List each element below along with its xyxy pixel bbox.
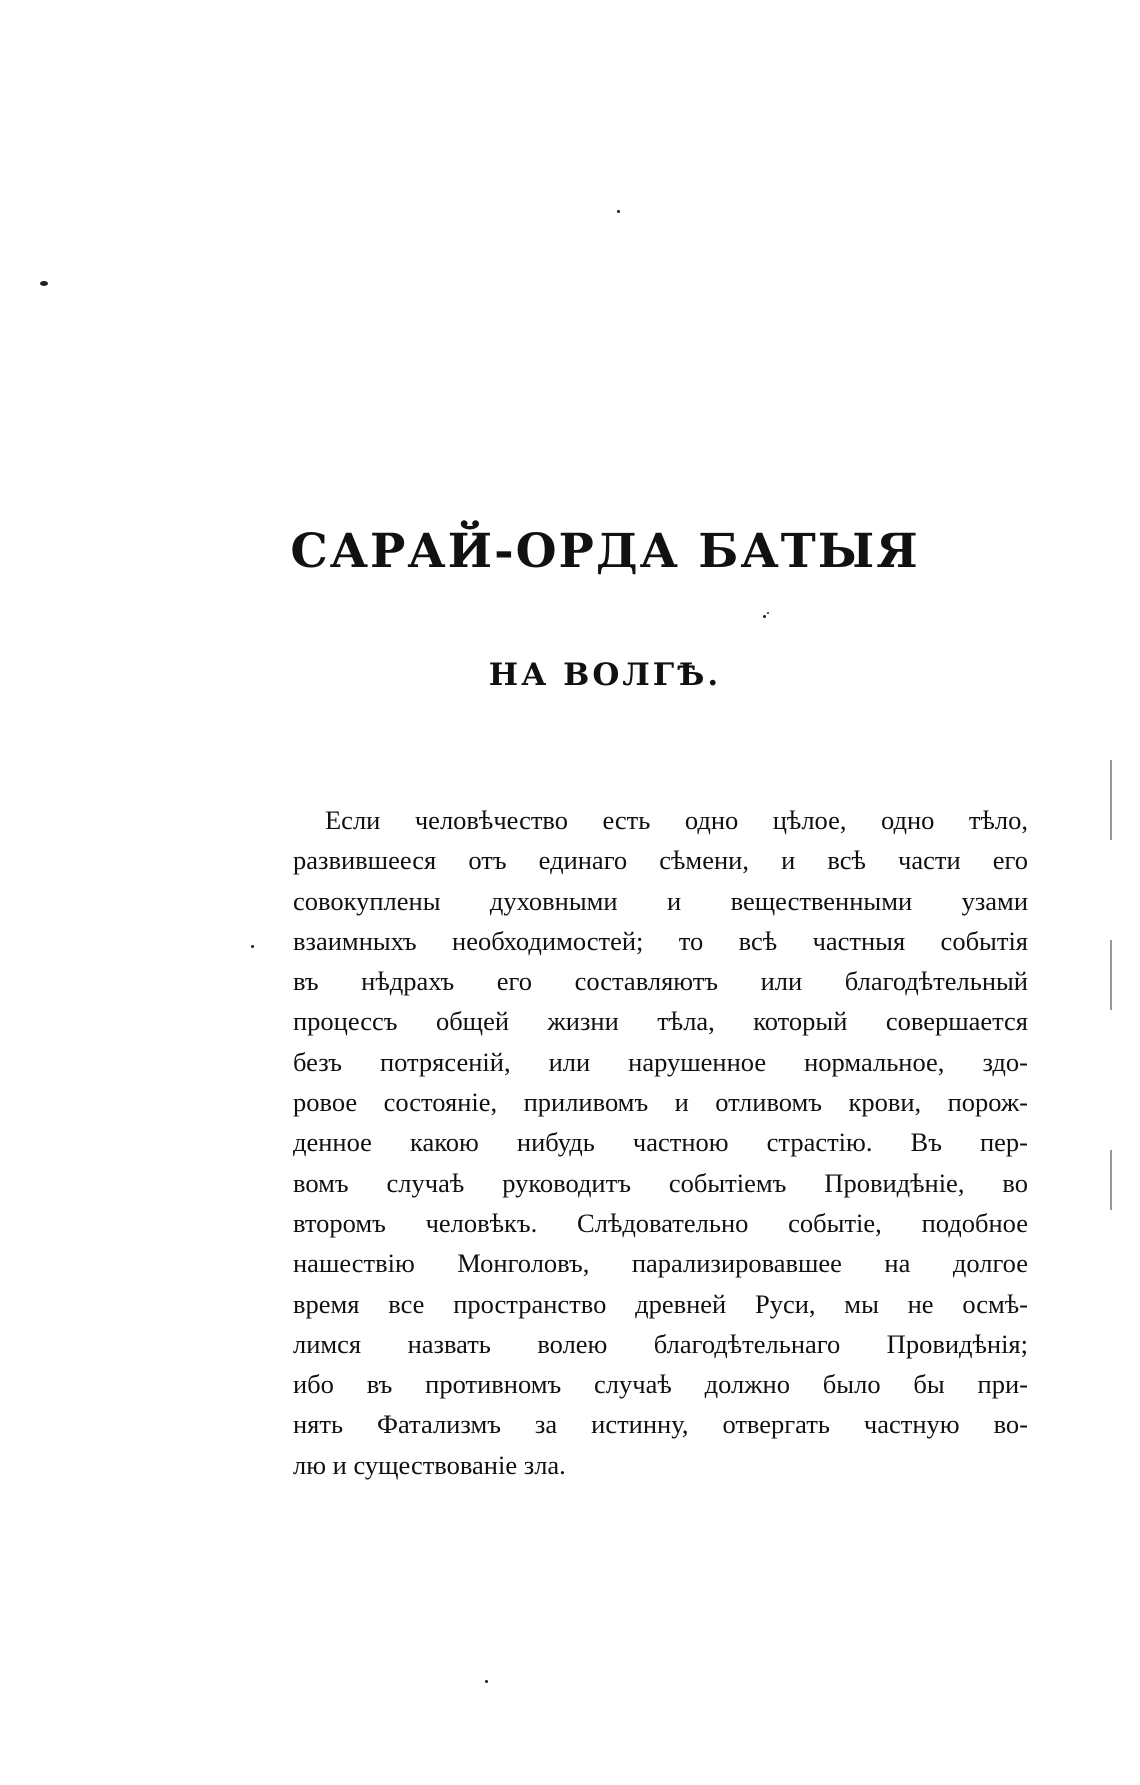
body-paragraph xyxy=(293,800,1028,1485)
page-edge-mark xyxy=(1110,940,1112,1010)
scan-speck xyxy=(251,945,254,948)
scan-speck xyxy=(40,281,48,286)
text-line: денное какою нибудь частною страстію. Въ пер- xyxy=(293,1127,1028,1158)
chapter-title: САРАЙ-ОРДА БАТЫЯ xyxy=(290,524,920,579)
text-line: взаимныхъ необходимостей; то всѣ частныя событія xyxy=(293,925,1028,956)
text-line: Если человѣчество есть одно цѣлое, одно тѣло, xyxy=(325,805,1028,835)
text-line: ровое состояніе, приливомъ и отливомъ крови, порож- xyxy=(293,1087,1028,1118)
text-line: ибо въ противномъ случаѣ должно было бы при- xyxy=(293,1369,1028,1400)
text-line: нашествію Монголовъ, парализировавшее на долгое xyxy=(293,1248,1028,1279)
scan-speck xyxy=(485,1680,488,1683)
scan-speck xyxy=(767,612,769,614)
text-line: вомъ случаѣ руководитъ событіемъ Провидѣніе, во xyxy=(293,1167,1028,1198)
scan-speck xyxy=(617,210,620,213)
text-line: процессъ общей жизни тѣла, который совершается xyxy=(293,1006,1028,1037)
chapter-subtitle: НА ВОЛГѢ. xyxy=(488,657,722,693)
text-line: нять Фатализмъ за истинну, отвергать частную во- xyxy=(293,1409,1028,1440)
text-line: время все пространство древней Руси, мы не осмѣ- xyxy=(293,1288,1028,1319)
scan-speck xyxy=(763,615,766,618)
text-line: второмъ человѣкъ. Слѣдовательно событіе, подобное xyxy=(293,1207,1028,1238)
text-line: лю и существованіе зла. xyxy=(293,1449,566,1480)
page-edge-mark xyxy=(1110,760,1112,840)
text-line: въ нѣдрахъ его составляютъ или благодѣтельный xyxy=(293,966,1028,997)
text-line: безъ потрясеній, или нарушенное нормальное, здо- xyxy=(293,1046,1028,1077)
text-line: лимся назвать волею благодѣтельнаго Провидѣнія; xyxy=(293,1328,1028,1359)
text-line: развившееся отъ единаго сѣмени, и всѣ части его xyxy=(293,845,1028,876)
text-line: совокуплены духовными и вещественными узами xyxy=(293,885,1028,916)
page-edge-mark xyxy=(1110,1150,1112,1210)
